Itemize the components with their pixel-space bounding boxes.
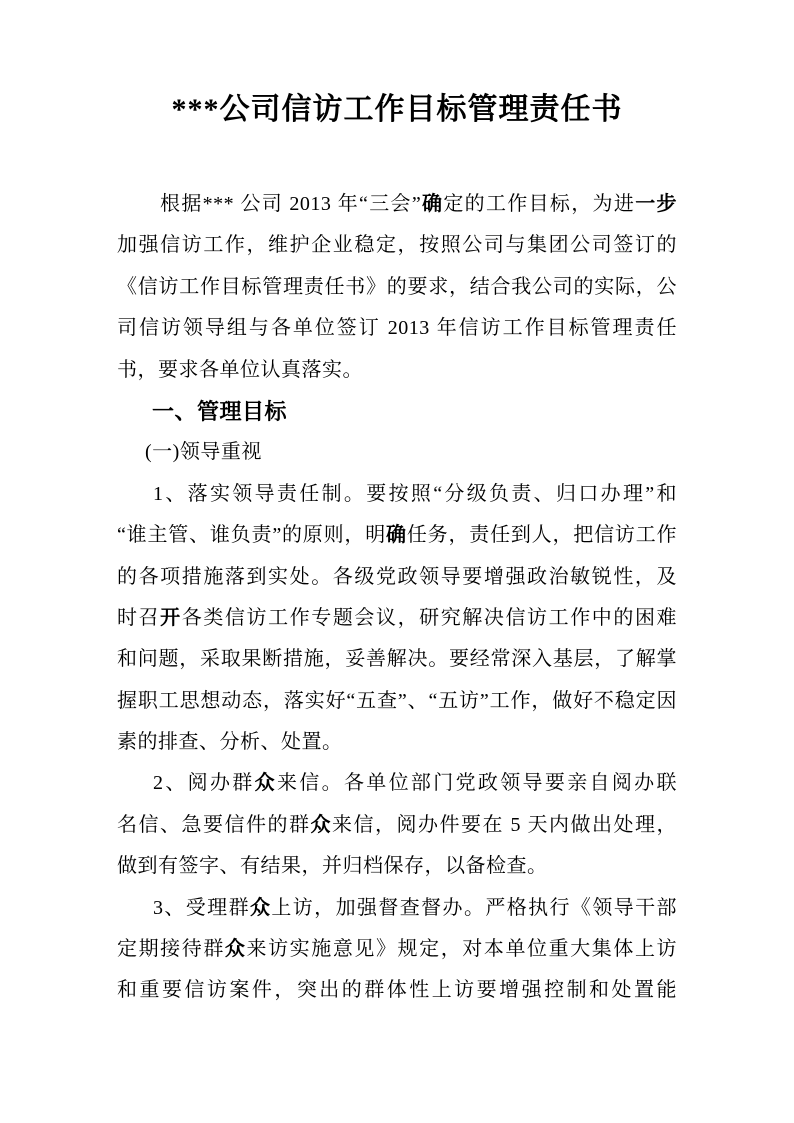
text-segment: 来访实施意见》规定，对本单位重大集体上访	[246, 938, 678, 961]
text-segment: 《信访工作目标管理责任书》的要求，结合我公司的实际，公	[117, 275, 677, 298]
text-segment: 握职工思想动态，落实好“五查”、“五访”工作，做好不稳定因	[117, 689, 677, 712]
text-line	[117, 515, 677, 556]
bold-text-segment: 众	[249, 896, 272, 919]
text-line	[117, 350, 677, 391]
text-line	[117, 722, 677, 763]
text-segment: “谁主管、谁负责”的原则，明	[117, 524, 387, 547]
bold-text-segment: 开	[160, 606, 182, 629]
text-segment: 时召	[117, 606, 161, 629]
text-segment: 定期接待群	[117, 938, 225, 961]
text-segment: 素的排查、分析、处置。	[117, 731, 343, 754]
text-segment: 根据*** 公司 2013 年“三会”	[160, 193, 422, 215]
text-segment: 任务，责任到人，把信访工作	[406, 524, 678, 547]
text-segment: 的各项措施落到实处。各级党政领导要增强政治敏锐性，及	[117, 565, 677, 588]
subsection-heading-leadership-attention	[117, 432, 677, 473]
text-line	[117, 888, 677, 929]
text-segment: (一)领导重视	[145, 441, 262, 464]
bold-text-segment: 众	[310, 813, 332, 836]
text-line	[117, 267, 677, 308]
text-segment: 和问题，采取果断措施，妥善解决。要经常深入基层，了解掌	[117, 648, 677, 671]
text-segment: 定的工作目标，为进	[443, 193, 636, 215]
text-line	[117, 846, 677, 887]
text-line	[117, 929, 677, 970]
text-line	[117, 639, 677, 680]
text-line	[117, 308, 677, 349]
text-line	[117, 763, 677, 804]
text-segment: 名信、急要信件的群	[117, 813, 311, 836]
text-segment: 一、管理目标	[152, 398, 288, 424]
document-content	[117, 0, 677, 1012]
text-line	[117, 598, 677, 639]
section-heading-management-targets	[117, 391, 677, 432]
text-segment: 来信，阅办件要在 5 天内做出处理，	[332, 813, 677, 836]
text-segment: 加强信访工作，维护企业稳定，按照公司与集团公司签订的	[117, 234, 677, 257]
text-segment: 3、受理群	[153, 896, 250, 919]
text-segment: 1、落实领导责任制。要按照“分级负责、归口办理”和	[153, 482, 677, 505]
text-segment: 上访，加强督查督办。严格执行《领导干部	[271, 896, 678, 919]
bold-text-segment: 确	[421, 193, 444, 215]
text-segment: 做到有签字、有结果，并归档保存，以备检查。	[117, 855, 548, 878]
text-segment: 书，要求各单位认真落实。	[117, 358, 363, 381]
text-segment: 和重要信访案件，突出的群体性上访要增强控制和处置能	[117, 979, 677, 1002]
bold-text-segment: 一步	[635, 193, 678, 215]
document-title: ***公司信访工作目标管理责任书	[171, 93, 623, 126]
text-line	[117, 681, 677, 722]
bold-text-segment: 确	[386, 524, 407, 547]
text-line	[117, 225, 677, 266]
text-line	[117, 557, 677, 598]
text-segment: 来信。各单位部门党政领导要亲自阅办联	[276, 772, 678, 795]
text-segment: 各类信访工作专题会议，研究解决信访工作中的困难	[181, 606, 678, 629]
text-segment: 2、阅办群	[153, 772, 255, 795]
text-line	[117, 970, 677, 1011]
text-line	[117, 184, 677, 225]
text-segment: 司信访领导组与各单位签订 2013 年信访工作目标管理责任	[117, 317, 677, 340]
bold-text-segment: 众	[254, 772, 277, 795]
text-line	[117, 805, 677, 846]
bold-text-segment: 众	[224, 938, 247, 961]
text-line	[117, 474, 677, 515]
